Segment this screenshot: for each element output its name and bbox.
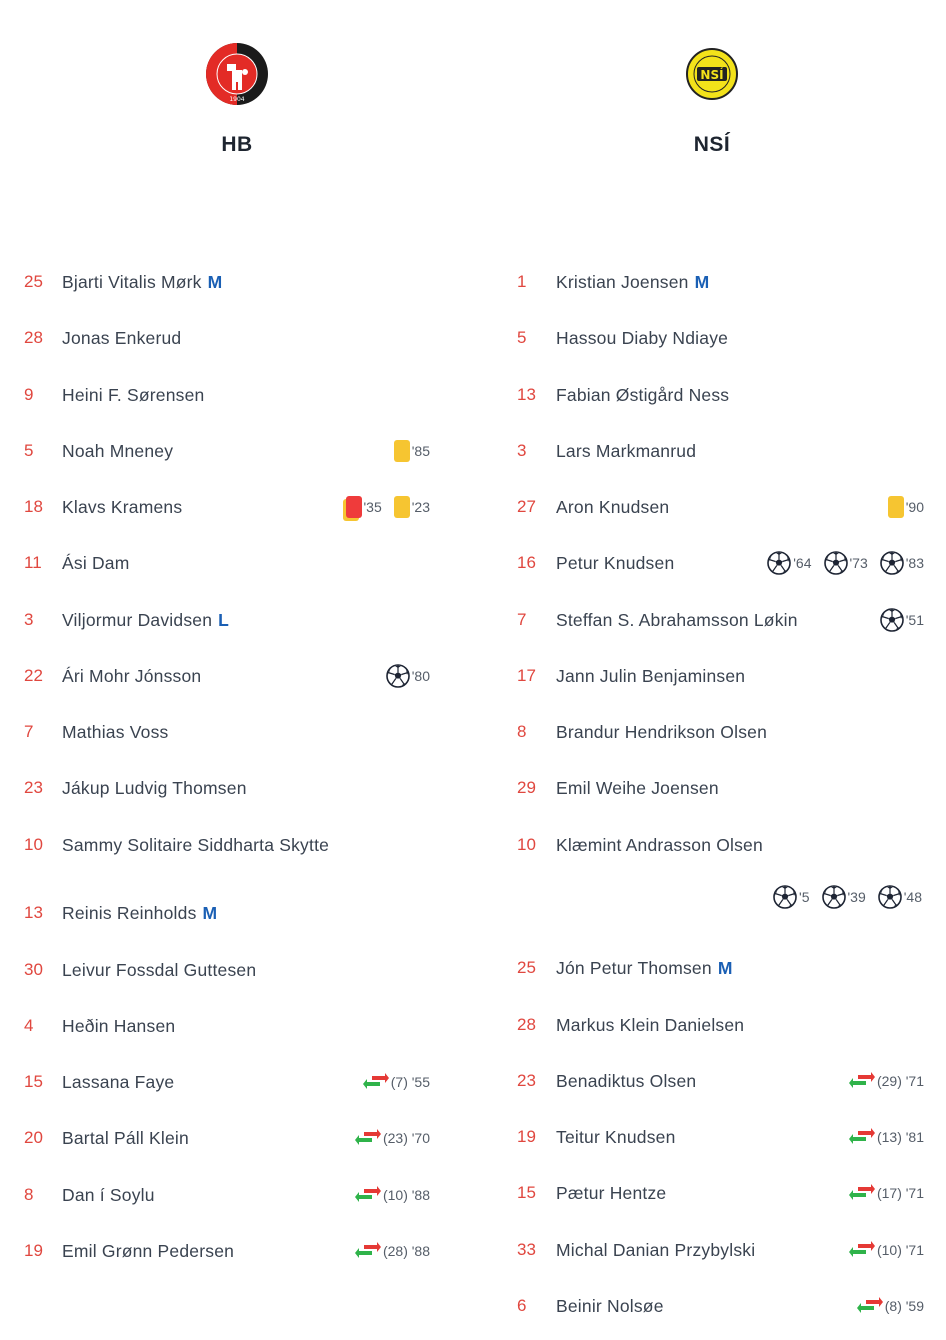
- substitution-icon: [355, 1129, 381, 1147]
- shirt-number: 13: [517, 385, 536, 404]
- player-name[interactable]: Aron Knudsen: [556, 496, 670, 517]
- shirt-number: 4: [24, 1016, 34, 1035]
- shirt-number: 3: [517, 441, 527, 460]
- goal-ball-icon: [824, 551, 848, 575]
- shirt-number: 3: [24, 610, 34, 629]
- match-event: [346, 496, 382, 518]
- player-name[interactable]: Emil Grønn Pedersen: [62, 1240, 235, 1261]
- goal-ball-icon: [386, 664, 410, 688]
- player-role-badge: M: [717, 957, 733, 978]
- event-minute: '64: [793, 555, 812, 571]
- player-name[interactable]: Fabian Østigård Ness: [556, 384, 730, 405]
- yellow-card-icon: [888, 496, 904, 518]
- shirt-number: 5: [517, 328, 527, 347]
- match-event: [878, 885, 922, 909]
- shirt-number: 33: [517, 1240, 536, 1259]
- hb-logo: [205, 42, 269, 106]
- nsi-logo: [680, 42, 744, 106]
- player-name[interactable]: Bjarti Vitalis Mørk M: [62, 271, 223, 292]
- event-minute: (29) '71: [876, 1073, 924, 1089]
- player-row[interactable]: [494, 1235, 934, 1265]
- player-row[interactable]: [0, 955, 440, 985]
- event-minute: (13) '81: [876, 1129, 924, 1145]
- player-role-badge: M: [207, 271, 223, 292]
- shirt-number: 7: [517, 610, 527, 629]
- substitution-icon: [355, 1242, 381, 1260]
- shirt-number: 19: [24, 1241, 43, 1260]
- match-event: [394, 496, 430, 518]
- substitution-icon: [849, 1128, 875, 1146]
- shirt-number: 25: [517, 958, 536, 977]
- player-events: [355, 1186, 430, 1204]
- shirt-number: 23: [517, 1071, 536, 1090]
- player-name[interactable]: Markus Klein Danielsen: [556, 1014, 745, 1035]
- player-row[interactable]: [494, 1122, 934, 1152]
- overflow-goal-events: [773, 885, 922, 909]
- player-name[interactable]: Ási Dam: [62, 552, 130, 573]
- player-events: [363, 1073, 430, 1091]
- shirt-number: 11: [24, 553, 42, 572]
- match-event: [849, 1072, 924, 1090]
- player-events: [386, 664, 430, 688]
- match-event: [880, 551, 924, 575]
- player-name[interactable]: Lassana Faye: [62, 1071, 175, 1092]
- home-team-name[interactable]: HB: [221, 133, 253, 156]
- player-row[interactable]: [0, 436, 440, 466]
- event-minute: '35: [363, 499, 382, 515]
- away-team-name[interactable]: NSÍ: [693, 133, 731, 156]
- player-row[interactable]: [0, 1180, 440, 1210]
- event-minute: '48: [903, 889, 922, 905]
- goal-ball-icon: [822, 885, 846, 909]
- substitution-icon: [363, 1073, 389, 1091]
- event-minute: (8) '59: [884, 1298, 924, 1314]
- shirt-number: 15: [517, 1183, 536, 1202]
- event-minute: (10) '88: [382, 1187, 430, 1203]
- player-row[interactable]: [0, 661, 440, 691]
- player-name[interactable]: Petur Knudsen: [556, 552, 675, 573]
- player-name[interactable]: Michal Danian Przybylski: [556, 1239, 756, 1260]
- player-events: [346, 496, 431, 518]
- player-name[interactable]: Sammy Solitaire Siddharta Skytte: [62, 834, 330, 855]
- player-row[interactable]: [0, 492, 440, 522]
- match-event: [394, 440, 430, 462]
- player-name[interactable]: Ári Mohr Jónsson: [62, 665, 202, 686]
- event-minute: (23) '70: [382, 1130, 430, 1146]
- shirt-number: 17: [517, 666, 536, 685]
- player-name[interactable]: Bartal Páll Klein: [62, 1127, 189, 1148]
- away-team-header: [652, 42, 772, 157]
- player-name[interactable]: Jákup Ludvig Thomsen: [62, 777, 247, 798]
- event-minute: '51: [905, 612, 924, 628]
- player-row[interactable]: [494, 1066, 934, 1096]
- player-name[interactable]: Jonas Enkerud: [62, 327, 182, 348]
- player-name[interactable]: Lars Markmanrud: [556, 440, 697, 461]
- goal-ball-icon: [880, 608, 904, 632]
- player-row[interactable]: [0, 1067, 440, 1097]
- event-minute: (17) '71: [876, 1185, 924, 1201]
- player-name[interactable]: Mathias Voss: [62, 721, 169, 742]
- player-row[interactable]: [494, 1291, 934, 1321]
- shirt-number: 27: [517, 497, 536, 516]
- player-name[interactable]: Klavs Kramens: [62, 496, 183, 517]
- player-row[interactable]: [0, 323, 440, 353]
- shirt-number: 20: [24, 1128, 43, 1147]
- shirt-number: 22: [24, 666, 43, 685]
- event-minute: '80: [411, 668, 430, 684]
- substitution-icon: [849, 1241, 875, 1259]
- player-row[interactable]: [494, 380, 934, 410]
- player-row[interactable]: [494, 436, 934, 466]
- player-row[interactable]: [494, 1010, 934, 1040]
- player-events: [849, 1241, 924, 1259]
- substitution-icon: [355, 1186, 381, 1204]
- player-name[interactable]: Hassou Diaby Ndiaye: [556, 327, 729, 348]
- event-minute: '39: [847, 889, 866, 905]
- player-name[interactable]: Noah Mneney: [62, 440, 174, 461]
- player-row[interactable]: [0, 267, 440, 297]
- player-row[interactable]: [494, 830, 934, 860]
- player-events: [849, 1184, 924, 1202]
- player-events: [355, 1242, 430, 1260]
- event-minute: '73: [849, 555, 868, 571]
- player-name[interactable]: Kristian Joensen M: [556, 271, 710, 292]
- match-event: [386, 664, 430, 688]
- player-events: [355, 1129, 430, 1147]
- substitution-icon: [849, 1184, 875, 1202]
- goal-ball-icon: [767, 551, 791, 575]
- match-event: [773, 885, 809, 909]
- shirt-number: 10: [24, 835, 43, 854]
- player-row[interactable]: [494, 605, 934, 635]
- home-team-header: [177, 42, 297, 157]
- match-event: [355, 1186, 430, 1204]
- player-row[interactable]: [0, 1011, 440, 1041]
- player-row[interactable]: [494, 953, 934, 983]
- yellow-card-icon: [394, 496, 410, 518]
- goal-ball-icon: [773, 885, 797, 909]
- player-name[interactable]: Beinir Nolsøe: [556, 1295, 664, 1316]
- event-minute: '5: [799, 889, 810, 905]
- player-name[interactable]: Reinis Reinholds M: [62, 902, 218, 923]
- player-row[interactable]: [494, 661, 934, 691]
- shirt-number: 28: [517, 1015, 536, 1034]
- player-row[interactable]: [0, 773, 440, 803]
- player-row[interactable]: [494, 323, 934, 353]
- player-role-badge: M: [694, 271, 710, 292]
- event-minute: '83: [905, 555, 924, 571]
- player-row[interactable]: [494, 267, 934, 297]
- player-row[interactable]: [0, 1236, 440, 1266]
- substitution-icon: [849, 1072, 875, 1090]
- match-event: [888, 496, 924, 518]
- player-name[interactable]: Heini F. Sørensen: [62, 384, 205, 405]
- yellow-card-icon: [394, 440, 410, 462]
- player-events: [849, 1128, 924, 1146]
- shirt-number: 1: [517, 272, 527, 291]
- match-event: [849, 1184, 924, 1202]
- player-name[interactable]: Heðin Hansen: [62, 1015, 176, 1036]
- player-row[interactable]: [494, 492, 934, 522]
- goal-ball-icon: [878, 885, 902, 909]
- shirt-number: 25: [24, 272, 43, 291]
- match-event: [857, 1297, 924, 1315]
- player-role-badge: L: [218, 609, 230, 630]
- player-name[interactable]: Jón Petur Thomsen M: [556, 957, 733, 978]
- event-minute: (28) '88: [382, 1243, 430, 1259]
- player-events: [857, 1297, 924, 1315]
- player-name[interactable]: Viljormur Davidsen L: [62, 609, 230, 630]
- player-row[interactable]: [494, 548, 934, 578]
- shirt-number: 23: [24, 778, 43, 797]
- event-minute: '90: [905, 499, 924, 515]
- match-event: [849, 1241, 924, 1259]
- match-event: [822, 885, 866, 909]
- player-name[interactable]: Benadiktus Olsen: [556, 1070, 697, 1091]
- player-events: [767, 551, 924, 575]
- svg-text:1904: 1904: [229, 96, 245, 103]
- player-name[interactable]: Jann Julin Benjaminsen: [556, 665, 746, 686]
- shirt-number: 10: [517, 835, 536, 854]
- player-role-badge: M: [202, 902, 218, 923]
- player-name[interactable]: Dan í Soylu: [62, 1184, 155, 1205]
- match-event: [363, 1073, 430, 1091]
- red-card-icon: [346, 496, 362, 518]
- shirt-number: 6: [517, 1296, 527, 1315]
- player-name[interactable]: Brandur Hendrikson Olsen: [556, 721, 768, 742]
- player-events: [880, 608, 924, 632]
- player-row[interactable]: [494, 1178, 934, 1208]
- shirt-number: 30: [24, 960, 43, 979]
- player-events: [394, 440, 430, 462]
- goal-ball-icon: [880, 551, 904, 575]
- shirt-number: 15: [24, 1072, 43, 1091]
- match-event: [355, 1242, 430, 1260]
- match-event: [824, 551, 868, 575]
- shirt-number: 29: [517, 778, 536, 797]
- player-row[interactable]: [494, 717, 934, 747]
- player-row[interactable]: [0, 380, 440, 410]
- shirt-number: 8: [517, 722, 527, 741]
- event-minute: '85: [411, 443, 430, 459]
- player-row[interactable]: [0, 1123, 440, 1153]
- match-event: [880, 608, 924, 632]
- player-events: [888, 496, 924, 518]
- substitution-icon: [857, 1297, 883, 1315]
- match-event: [767, 551, 811, 575]
- shirt-number: 16: [517, 553, 536, 572]
- event-minute: (7) '55: [390, 1074, 430, 1090]
- match-event: [355, 1129, 430, 1147]
- player-row[interactable]: [0, 717, 440, 747]
- shirt-number: 9: [24, 385, 34, 404]
- shirt-number: 13: [24, 903, 43, 922]
- shirt-number: 18: [24, 497, 43, 516]
- shirt-number: 5: [24, 441, 34, 460]
- shirt-number: 8: [24, 1185, 34, 1204]
- event-minute: (10) '71: [876, 1242, 924, 1258]
- event-minute: '23: [411, 499, 430, 515]
- player-name[interactable]: Klæmint Andrasson Olsen: [556, 834, 763, 855]
- player-name[interactable]: Emil Weihe Joensen: [556, 777, 719, 798]
- player-name[interactable]: Steffan S. Abrahamsson Løkin: [556, 609, 798, 630]
- shirt-number: 28: [24, 328, 43, 347]
- player-row[interactable]: [0, 898, 440, 928]
- player-row[interactable]: [494, 773, 934, 803]
- svg-text:NSÍ: NSÍ: [700, 68, 724, 82]
- player-row[interactable]: [0, 605, 440, 635]
- player-row[interactable]: [0, 830, 440, 860]
- match-event: [849, 1128, 924, 1146]
- shirt-number: 19: [517, 1127, 536, 1146]
- player-name[interactable]: Pætur Hentze: [556, 1182, 667, 1203]
- shirt-number: 7: [24, 722, 34, 741]
- player-name[interactable]: Teitur Knudsen: [556, 1126, 676, 1147]
- player-row[interactable]: [0, 548, 440, 578]
- player-events: [849, 1072, 924, 1090]
- player-name[interactable]: Leivur Fossdal Guttesen: [62, 959, 257, 980]
